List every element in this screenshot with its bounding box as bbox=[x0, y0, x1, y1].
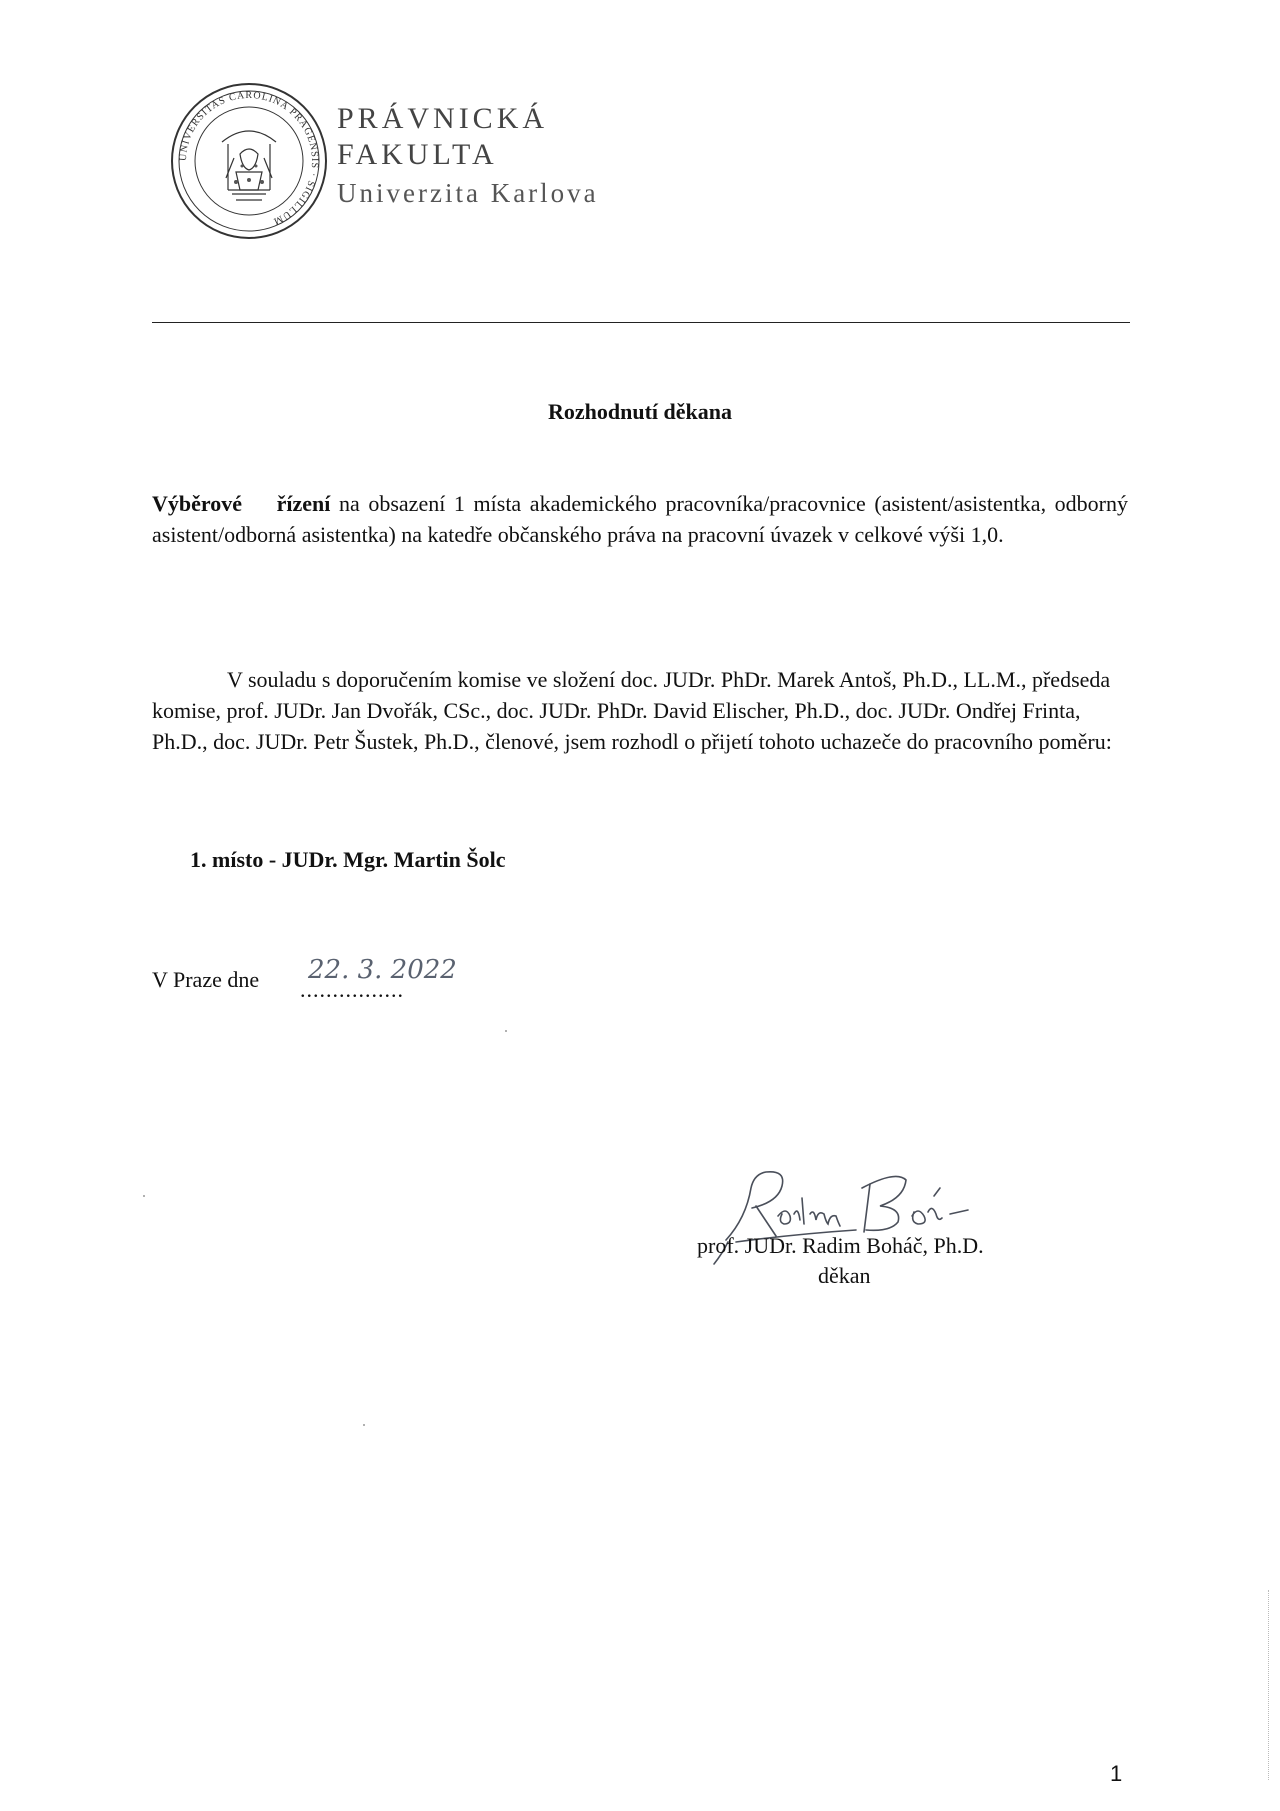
decision-text: V souladu s doporučením komise ve složení doc. JUDr. PhDr. Marek Antoš, Ph.D., LL.M., předseda komise, prof. JUDr. Jan Dvořák, CSc., doc. JUDr. PhDr. David Elischer, Ph.D., doc. JUDr. Ondřej Frinta, Ph.D., doc. JUDr. Petr Šustek, Ph.D., členové, jsem rozhodl o přijetí tohoto uchazeče do pracovního poměru: bbox=[152, 667, 1112, 754]
selection-procedure-paragraph bbox=[152, 488, 1128, 550]
signature-text: Radim Boháč bbox=[706, 1158, 712, 1159]
university-name: Univerzita Karlova bbox=[337, 178, 599, 208]
place-label: V Praze dne bbox=[152, 967, 260, 992]
signer-name: prof. JUDr. Radim Boháč, Ph.D. bbox=[697, 1233, 984, 1258]
selected-candidate: 1. místo - JUDr. Mgr. Martin Šolc bbox=[190, 847, 506, 872]
seal-text: UNIVERSITAS CAROLINA PRAGENSIS · SIGILLUM bbox=[177, 89, 321, 227]
scan-speck bbox=[143, 1195, 145, 1197]
handwritten-date bbox=[306, 948, 456, 988]
page-number: 1 bbox=[1110, 1761, 1123, 1786]
decision-paragraph bbox=[152, 664, 1127, 757]
faculty-line-2: FAKULTA bbox=[337, 138, 498, 171]
university-seal bbox=[170, 82, 328, 240]
signer-role: děkan bbox=[818, 1263, 871, 1288]
scan-speck bbox=[505, 1030, 507, 1032]
procedure-lead: Výběrové řízení bbox=[152, 491, 331, 516]
svg-text:UNIVERSITAS CAROLINA PRAGENSIS bbox=[178, 90, 320, 227]
header-divider bbox=[152, 322, 1130, 323]
faculty-name bbox=[337, 104, 599, 207]
document-title: Rozhodnutí děkana bbox=[547, 399, 732, 424]
scan-speck bbox=[363, 1424, 365, 1426]
date-dotted-line: ................ bbox=[300, 977, 404, 1002]
scan-edge-artifact bbox=[1268, 1590, 1269, 1780]
handwritten-date-text: 22. 3. 2022 bbox=[308, 955, 456, 985]
faculty-line-1: PRÁVNICKÁ bbox=[337, 102, 549, 135]
procedure-text: na obsazení 1 místa akademického pracovníka/pracovnice (asistent/asistentka, odborný asistent/odborná asistentka) na katedře občanského práva na pracovní úvazek v celkové výši 1,0. bbox=[152, 491, 1129, 547]
